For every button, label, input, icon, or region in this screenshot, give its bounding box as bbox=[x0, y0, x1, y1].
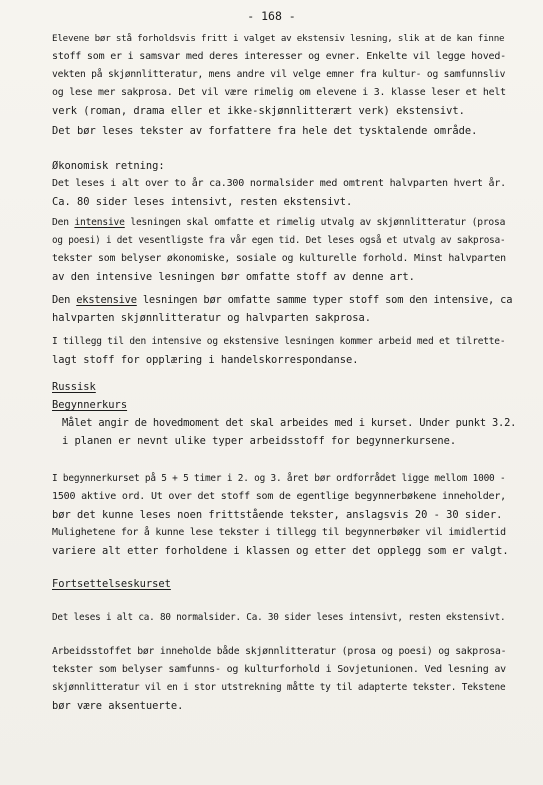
text-segment: lesningen bør omfatte samme typer stoff som den intensive, ca bbox=[136, 294, 513, 306]
text-line: og lese mer sakprosa. Det vil være rimelig om elevene i 3. klasse leser et helt bbox=[52, 87, 506, 98]
paragraph-tillegg bbox=[52, 333, 522, 369]
text-line: bør være aksentuerte. bbox=[52, 700, 184, 712]
paragraph-ekstensive bbox=[52, 291, 522, 327]
paragraph-begynnerkurset bbox=[52, 470, 522, 560]
paragraph-authors bbox=[52, 122, 522, 140]
text-line: Det bør leses tekster av forfattere fra hele det tysktalende område. bbox=[52, 125, 478, 137]
section-fortsettelseskurset bbox=[52, 575, 522, 593]
section-heading: Fortsettelseskurset bbox=[52, 578, 171, 590]
text-line bbox=[52, 214, 522, 232]
text-segment: Den bbox=[52, 294, 77, 306]
paragraph-intensive bbox=[52, 214, 522, 286]
text-line: lagt stoff for opplæring i handelskorrespondanse. bbox=[52, 354, 359, 366]
paragraph-arbeidsstoff bbox=[52, 643, 522, 715]
text-line: Arbeidsstoffet bør inneholde både skjønnlitteratur (prosa og poesi) og sakprosa- bbox=[52, 646, 507, 657]
text-line: Målet angir de hovedmoment det skal arbeides med i kurset. Under punkt 3.2. bbox=[62, 417, 517, 429]
text-line: halvparten skjønnlitteratur og halvparten sakprosa. bbox=[52, 312, 372, 324]
text-segment: lesningen skal omfatte et rimelig utvalg av skjønnlitteratur (prosa bbox=[124, 217, 506, 228]
text-line: 1500 aktive ord. Ut over det stoff som de egentlige begynnerbøkene inneholder, bbox=[52, 491, 506, 502]
subsection-heading: Begynnerkurs bbox=[52, 399, 128, 411]
text-line: Elevene bør stå forholdsvis fritt i valget av ekstensiv lesning, slik at de kan finne bbox=[52, 33, 505, 44]
text-line: I begynnerkurset på 5 + 5 timer i 2. og 3. året bør ordforrådet ligge mellom 1000 - bbox=[52, 473, 506, 484]
text-line: i planen er nevnt ulike typer arbeidsstoff for begynnerkursene. bbox=[62, 435, 457, 447]
section-heading: Økonomisk retning: bbox=[52, 160, 165, 172]
text-line: stoff som er i samsvar med deres interesser og evner. Enkelte vil legge hoved- bbox=[52, 51, 506, 62]
text-line: Mulighetene for å kunne lese tekster i tillegg til begynnerbøker vil imidlertid bbox=[52, 527, 506, 538]
text-line bbox=[52, 291, 522, 309]
text-line: variere alt etter forholdene i klassen og etter det opplegg som er valgt. bbox=[52, 545, 509, 557]
underlined-term: intensive bbox=[74, 217, 125, 228]
text-line: Det leses i alt over to år ca.300 normalsider med omtrent halvparten hvert år. bbox=[52, 178, 506, 189]
page-number: - 168 - bbox=[247, 9, 296, 23]
section-okonomisk bbox=[52, 157, 522, 211]
text-line: og poesi) i det vesentligste fra vår egen tid. Det leses også et utvalg av sakprosa- bbox=[52, 235, 506, 246]
section-russisk bbox=[52, 378, 522, 450]
text-line: bør det kunne leses noen frittstående tekster, anslagsvis 20 - 30 sider. bbox=[52, 509, 503, 521]
text-line: vekten på skjønnlitteratur, mens andre vil velge emner fra kultur- og samfunnsliv bbox=[52, 69, 506, 80]
text-segment: Den bbox=[52, 217, 75, 228]
paragraph-intro bbox=[52, 30, 522, 120]
text-line: tekster som belyser samfunns- og kulturforhold i Sovjetunionen. Ved lesning av bbox=[52, 664, 506, 675]
text-line: Ca. 80 sider leses intensivt, resten ekstensivt. bbox=[52, 196, 353, 208]
paragraph-fortsettelse bbox=[52, 609, 522, 627]
text-line: tekster som belyser økonomiske, sosiale og kulturelle forhold. Minst halvparten bbox=[52, 253, 506, 264]
text-line: verk (roman, drama eller et ikke-skjønnlitterært verk) ekstensivt. bbox=[52, 105, 465, 117]
text-line: av den intensive lesningen bør omfatte stoff av denne art. bbox=[52, 271, 415, 283]
text-line: Det leses i alt ca. 80 normalsider. Ca. 30 sider leses intensivt, resten ekstensivt. bbox=[52, 612, 506, 623]
text-line: skjønnlitteratur vil en i stor utstrekning måtte ty til adapterte tekster. Tekstene bbox=[52, 682, 506, 693]
underlined-term: ekstensive bbox=[76, 294, 137, 306]
section-heading: Russisk bbox=[52, 381, 96, 393]
text-line: I tillegg til den intensive og ekstensive lesningen kommer arbeid med et tilrette- bbox=[52, 336, 506, 347]
